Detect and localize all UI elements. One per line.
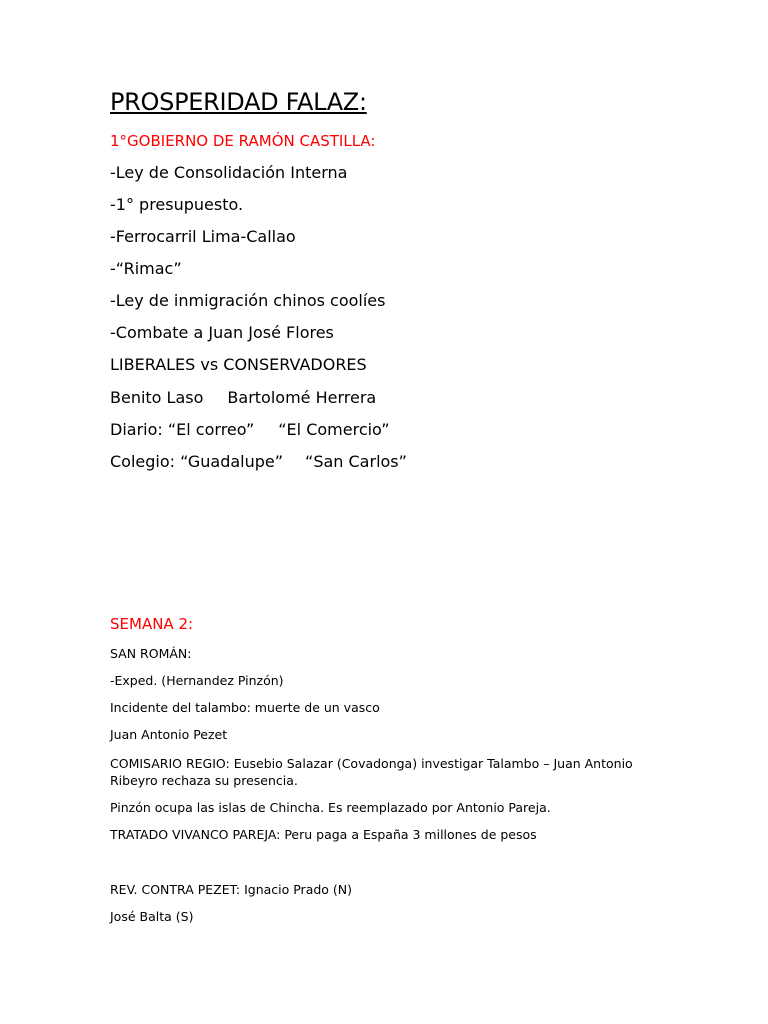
list-item: LIBERALES vs CONSERVADORES [110, 355, 367, 374]
list-item: -Exped. (Hernandez Pinzón) [110, 673, 284, 688]
list-item: COMISARIO REGIO: Eusebio Salazar (Covadonga) investigar Talambo – Juan Antonio Ribeyro rechaza su presencia. [110, 756, 633, 788]
list-item: -Ley de Consolidación Interna [110, 163, 348, 182]
section-heading-semana2: SEMANA 2: [110, 615, 194, 633]
list-item: TRATADO VIVANCO PAREJA: Peru paga a España 3 millones de pesos [110, 827, 537, 842]
list-item: REV. CONTRA PEZET: Ignacio Prado (N) [110, 882, 353, 897]
list-item: -“Rimac” [110, 259, 182, 278]
diario-liberal: “El correo” [167, 420, 255, 439]
colegio-label: Colegio: [110, 452, 176, 471]
list-item: Juan Antonio Pezet [110, 727, 228, 742]
diario-row [110, 420, 390, 439]
list-item: -Ferrocarril Lima-Callao [110, 227, 296, 246]
diario-label: Diario: [110, 420, 163, 439]
leaders-row [110, 388, 376, 407]
list-item: Incidente del talambo: muerte de un vasco [110, 700, 380, 715]
list-item: José Balta (S) [110, 909, 194, 924]
diario-conservador: “El Comercio” [278, 420, 390, 439]
list-item: -Combate a Juan José Flores [110, 323, 334, 342]
liberal-leader: Benito Laso [110, 388, 204, 407]
colegio-liberal: “Guadalupe” [180, 452, 284, 471]
section-heading-castilla: 1°GOBIERNO DE RAMÓN CASTILLA: [110, 132, 376, 150]
list-item: Pinzón ocupa las islas de Chincha. Es reemplazado por Antonio Pareja. [110, 800, 551, 815]
list-item: -Ley de inmigración chinos coolíes [110, 291, 386, 310]
colegio-row [110, 452, 407, 471]
list-item: -1° presupuesto. [110, 195, 244, 214]
page-title: PROSPERIDAD FALAZ: [110, 88, 367, 116]
colegio-conservador: “San Carlos” [305, 452, 407, 471]
conservative-leader: Bartolomé Herrera [227, 388, 377, 407]
list-item: SAN ROMÁN: [110, 646, 192, 661]
